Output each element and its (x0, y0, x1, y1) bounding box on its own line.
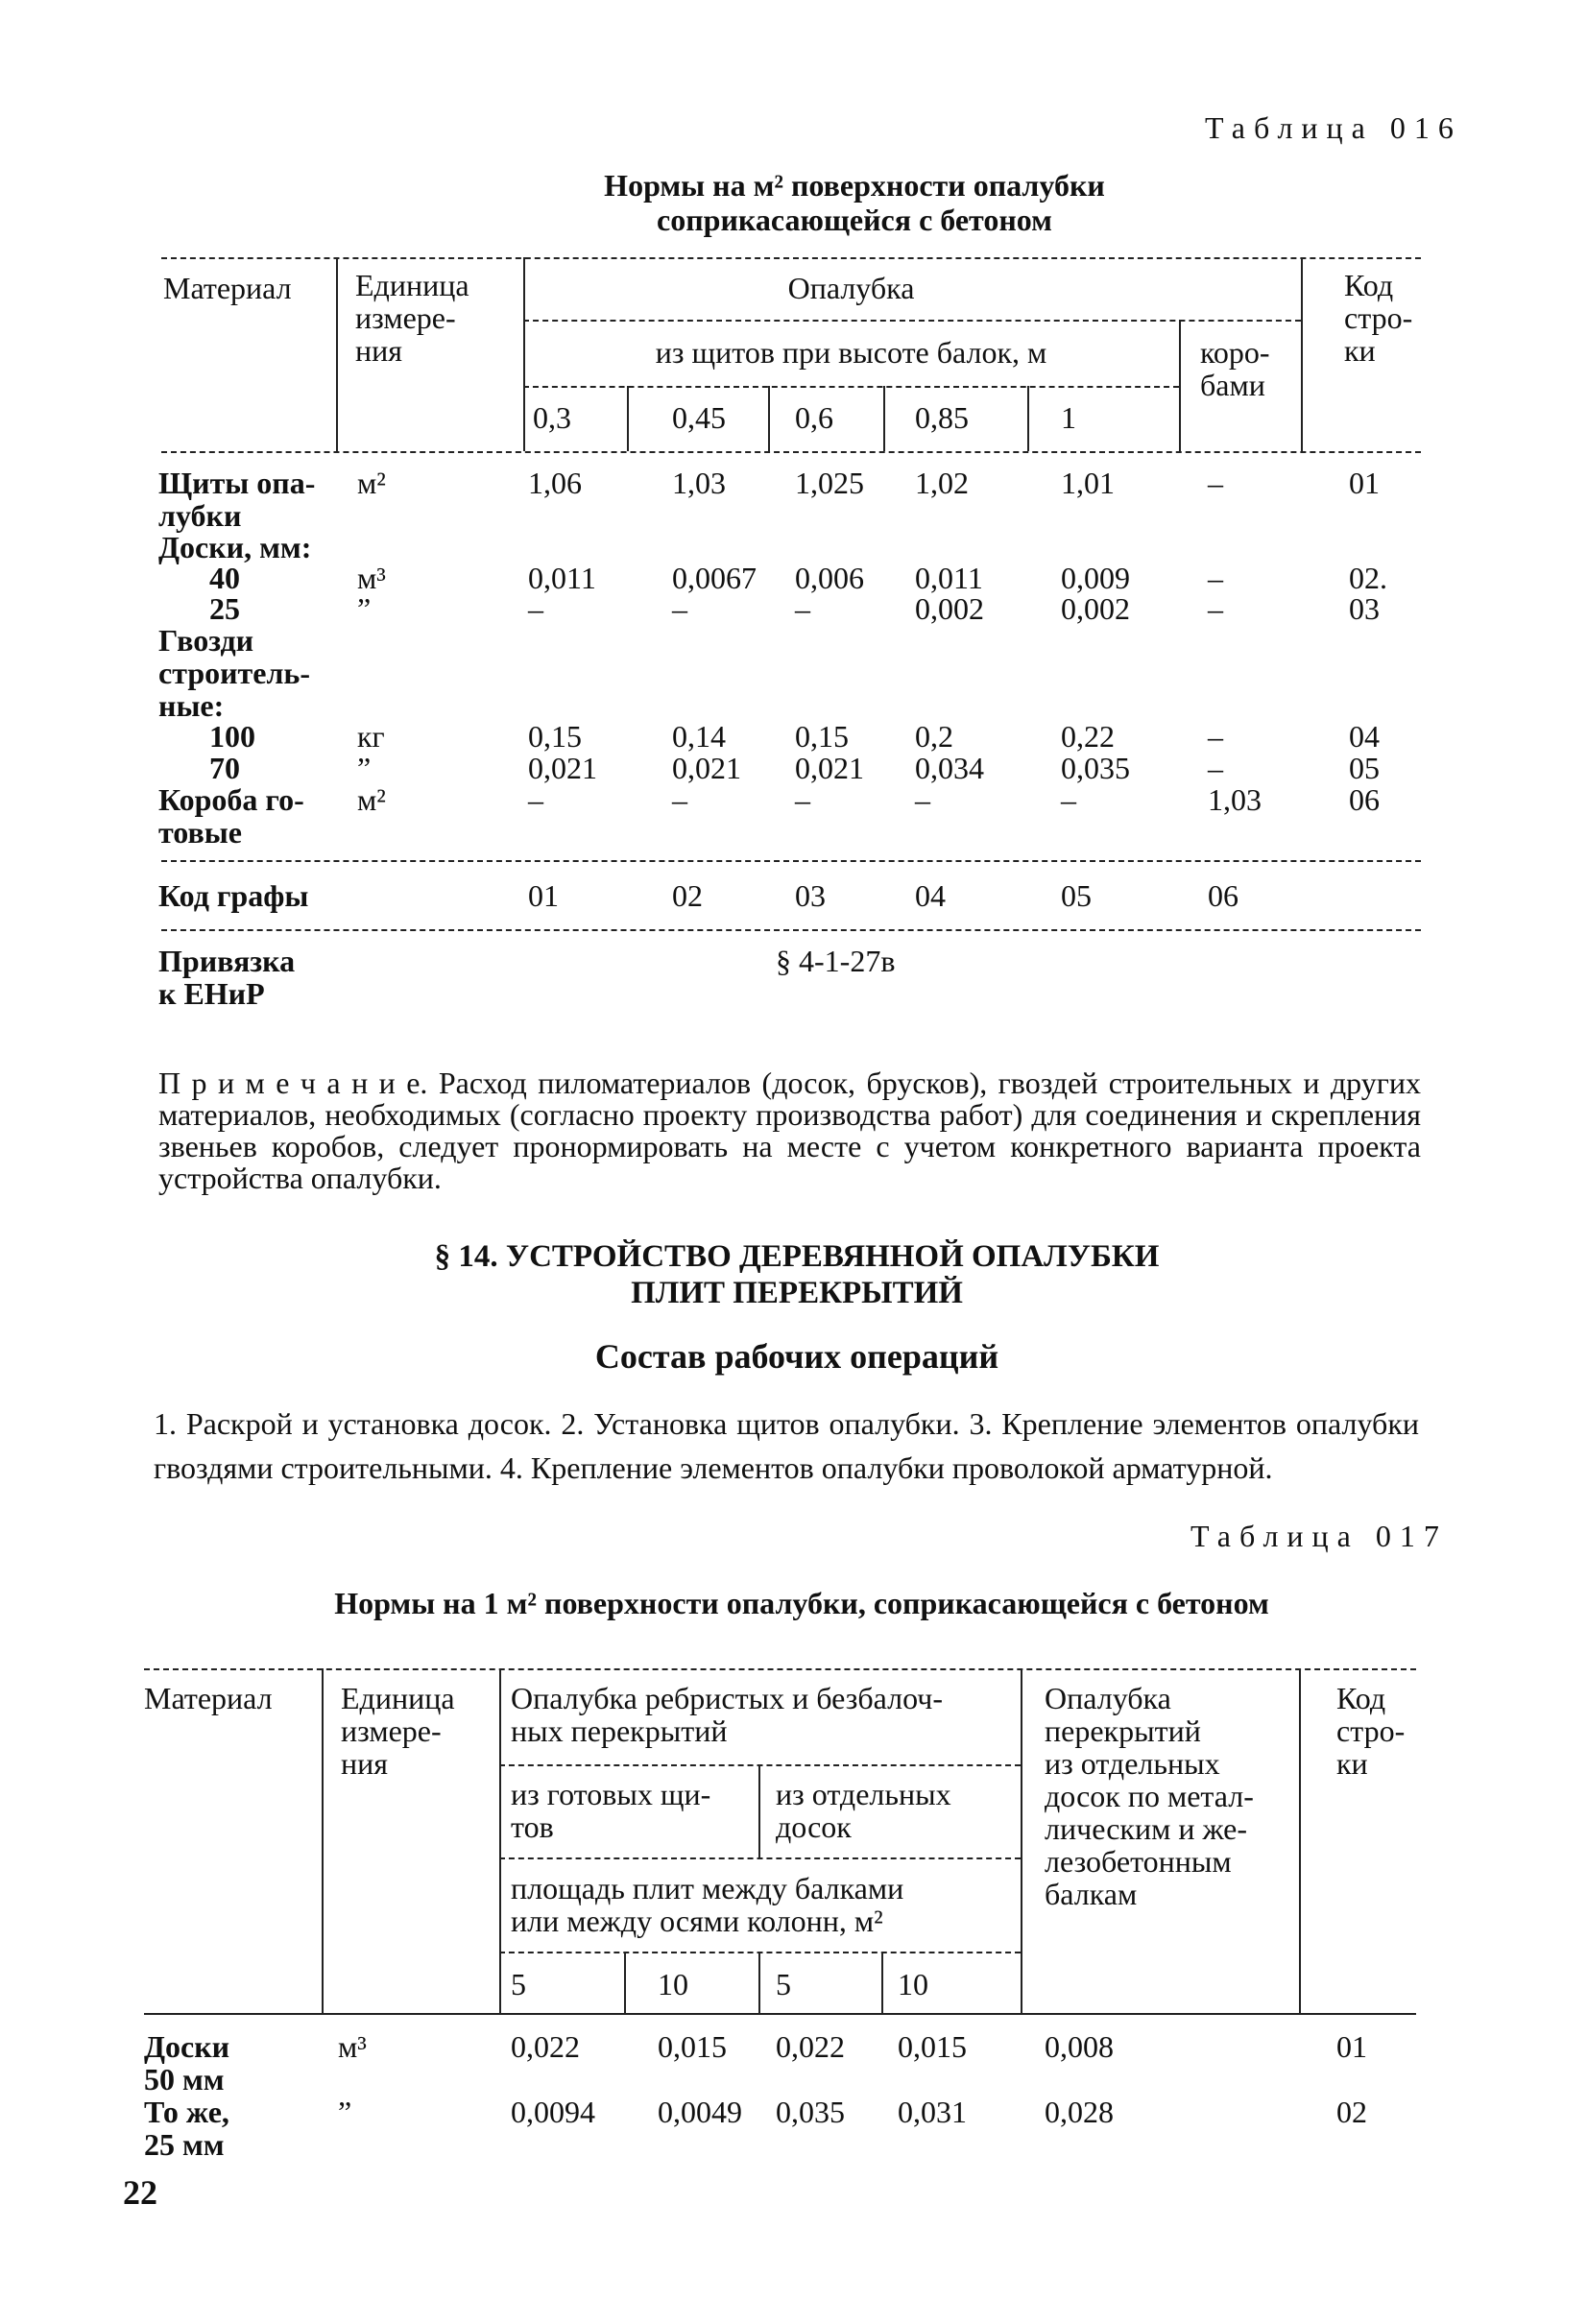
t016-row-unit: м² (357, 466, 386, 500)
t016-body-bottom-rule (161, 860, 1421, 862)
t016-graph-code: 03 (795, 878, 826, 913)
t017-vline (499, 1668, 501, 2013)
table-017-title: Нормы на 1 м² поверхности опалубки, соприкасающейся с бетоном (334, 1586, 1269, 1620)
t016-cell: – (795, 591, 810, 626)
t016-row-unit: м² (357, 782, 386, 817)
t016-cell: 1,02 (915, 466, 969, 500)
t016-row-code: 06 (1349, 782, 1380, 817)
t016-row-label: Короба го- товые (158, 782, 304, 850)
t017-header-area: площадь плит между балками или между осями колонн, м² (511, 1871, 904, 1938)
operations-title: Состав рабочих операций (594, 1337, 999, 1376)
t016-cell: – (915, 782, 930, 817)
t016-cell: – (1208, 591, 1223, 626)
t017-row-unit: м³ (338, 2029, 367, 2064)
t016-row-label: 100 (209, 719, 255, 754)
t016-row-unit: кг (357, 719, 385, 754)
table-016-title: Нормы на м² поверхности опалубки соприкасающейся с бетоном (604, 168, 1105, 237)
t016-formwork-rule (523, 320, 1301, 322)
t016-vline (1179, 320, 1181, 451)
section-title: § 14. УСТРОЙСТВО ДЕРЕВЯННОЙ ОПАЛУБКИ ПЛИТ ПЕРЕКРЫТИЙ (434, 1239, 1160, 1310)
t016-header-height: 0,6 (795, 400, 833, 435)
t017-header-ready: из готовых щи- тов (511, 1777, 711, 1844)
t016-cell: – (1208, 751, 1223, 785)
t016-heights-rule (523, 386, 1179, 388)
page-number: 22 (123, 2173, 157, 2212)
t017-vline (624, 1952, 626, 2013)
note-lead: П р и м е ч а н и е. (158, 1066, 428, 1100)
t016-cell: 0,021 (528, 751, 597, 785)
t016-header-height: 0,85 (915, 400, 969, 435)
t017-vline (322, 1668, 324, 2013)
t016-cell: 0,021 (672, 751, 741, 785)
note-paragraph (158, 1067, 1421, 1194)
t016-graph-code-label: Код графы (158, 878, 309, 913)
t017-cell: 0,015 (658, 2029, 727, 2064)
t017-cell: 0,015 (898, 2029, 967, 2064)
t016-vline (627, 386, 629, 451)
t016-cell: – (528, 782, 543, 817)
t016-cell: – (672, 782, 687, 817)
t016-row-label: 40 (209, 561, 240, 595)
note-text: Расход пиломатериалов (досок, брусков), гвоздей строительных и других материалов, необходимых (согласно проекту производства работ) для соединения и скрепления звеньев коробов, следует пронормировать на месте с учетом конкретного варианта проекта устройства опалубки. (158, 1066, 1422, 1195)
t017-vline (758, 1952, 760, 2013)
t016-cell: – (1208, 719, 1223, 754)
t017-cell: 0,022 (776, 2029, 845, 2064)
t016-cell: 1,03 (1208, 782, 1262, 817)
t016-top-rule (161, 257, 1421, 259)
t017-header-code: Код стро- ки (1336, 1681, 1406, 1781)
table-016-number: Таблица 016 (1205, 110, 1462, 145)
t016-cell: 0,034 (915, 751, 984, 785)
table-017-number: Таблица 017 (1190, 1519, 1448, 1553)
t017-header-ribbed: Опалубка ребристых и безбалоч- ных перекрытий (511, 1681, 943, 1748)
t016-vline (768, 386, 770, 451)
t017-cell: 0,035 (776, 2095, 845, 2129)
t017-top-rule (144, 1668, 1416, 1670)
t016-graph-code: 01 (528, 878, 559, 913)
t016-cell: 1,025 (795, 466, 864, 500)
t016-cell: – (1208, 466, 1223, 500)
t016-row-label: Гвозди строитель- ные: (158, 623, 310, 723)
t017-cell: 0,0094 (511, 2095, 595, 2129)
t017-row-code: 01 (1336, 2029, 1367, 2064)
t016-row-code: 01 (1349, 466, 1380, 500)
t016-vline (1301, 257, 1303, 451)
t016-header-height: 0,3 (533, 400, 571, 435)
t016-row-code: 05 (1349, 751, 1380, 785)
t016-cell: 0,22 (1061, 719, 1115, 754)
t016-row-label: Щиты опа- лубки (158, 466, 316, 533)
t016-cell: 0,002 (1061, 591, 1130, 626)
t016-cell: – (1061, 782, 1076, 817)
t016-binding-label: Привязка к ЕНиР (158, 944, 296, 1011)
t016-cell: 0,009 (1061, 561, 1130, 595)
t016-cell: 0,002 (915, 591, 984, 626)
t016-row-label: 70 (209, 751, 240, 785)
t016-cell: 0,011 (528, 561, 596, 595)
t016-header-code: Код стро- ки (1344, 268, 1413, 368)
t016-graph-code: 05 (1061, 878, 1092, 913)
t017-row-label: То же, 25 мм (144, 2095, 229, 2162)
t017-sub-rule (499, 1857, 1021, 1859)
t017-cell: 0,031 (898, 2095, 967, 2129)
t017-cell: 0,028 (1045, 2095, 1114, 2129)
t017-header-area-value: 10 (658, 1967, 688, 2001)
t016-footer-rule (161, 929, 1421, 931)
t017-header-slab: Опалубка перекрытий из отдельных досок по метал- лическим и же- лезобетонным балкам (1045, 1681, 1254, 1911)
t016-cell: – (795, 782, 810, 817)
t017-vline (758, 1764, 760, 1857)
t017-header-area-value: 10 (898, 1967, 928, 2001)
t017-row-code: 02 (1336, 2095, 1367, 2129)
t016-header-height: 1 (1061, 400, 1076, 435)
t017-cell: 0,008 (1045, 2029, 1114, 2064)
t016-row-code: 02. (1349, 561, 1387, 595)
t016-row-unit: ” (357, 591, 372, 626)
t016-cell: 0,15 (795, 719, 849, 754)
t016-vline (883, 386, 885, 451)
t016-header-height: 0,45 (672, 400, 726, 435)
t016-cell: 1,03 (672, 466, 726, 500)
t016-graph-code: 04 (915, 878, 946, 913)
t016-vline (336, 257, 338, 451)
t016-graph-code: 02 (672, 878, 703, 913)
operations-text: 1. Раскрой и установка досок. 2. Установка щитов опалубки. 3. Крепление элементов опалубки гвоздями строительными. 4. Крепление элементов опалубки проволокой арматурной. (154, 1406, 1419, 1485)
t016-cell: 0,021 (795, 751, 864, 785)
t016-row-label: 25 (209, 591, 240, 626)
t016-cell: 0,011 (915, 561, 983, 595)
t016-row-code: 03 (1349, 591, 1380, 626)
t017-header-area-value: 5 (511, 1967, 526, 2001)
t016-row-code: 04 (1349, 719, 1380, 754)
t017-header-bottom-rule (144, 2013, 1416, 2015)
t016-cell: 0,2 (915, 719, 953, 754)
t017-row-unit: ” (338, 2095, 352, 2129)
t017-cell: 0,022 (511, 2029, 580, 2064)
t017-vline (881, 1952, 883, 2013)
t017-cell: 0,0049 (658, 2095, 742, 2129)
t017-header-separate: из отдельных досок (776, 1777, 951, 1844)
t016-header-formwork: Опалубка (787, 271, 915, 305)
t016-header-material: Материал (163, 271, 292, 305)
t017-vline (1299, 1668, 1301, 2013)
t016-cell: 0,006 (795, 561, 864, 595)
t016-graph-code: 06 (1208, 878, 1238, 913)
t017-header-material: Материал (144, 1681, 273, 1715)
t016-header-panels: из щитов при высоте балок, м (655, 335, 1047, 370)
t017-row-label: Доски 50 мм (144, 2029, 230, 2096)
t016-cell: 0,0067 (672, 561, 757, 595)
t016-row-unit: м³ (357, 561, 386, 595)
t016-cell: – (672, 591, 687, 626)
t016-header-boxes: коро- бами (1200, 335, 1270, 402)
t016-cell: 1,06 (528, 466, 582, 500)
t016-cell: – (1208, 561, 1223, 595)
t017-header-area-value: 5 (776, 1967, 791, 2001)
t016-binding-value: § 4-1-27в (776, 944, 896, 978)
t016-cell: 1,01 (1061, 466, 1115, 500)
t016-row-label: Доски, мм: (158, 530, 312, 564)
t016-row-unit: ” (357, 751, 372, 785)
t017-header-unit: Единица измере- ния (341, 1681, 455, 1781)
t016-cell: 0,035 (1061, 751, 1130, 785)
t016-header-unit: Единица измере- ния (355, 268, 469, 368)
t016-header-bottom-rule (161, 451, 1421, 453)
t017-vline (1021, 1668, 1022, 2013)
t016-vline (1027, 386, 1029, 451)
t016-cell: 0,15 (528, 719, 582, 754)
t016-cell: – (528, 591, 543, 626)
t016-cell: 0,14 (672, 719, 726, 754)
